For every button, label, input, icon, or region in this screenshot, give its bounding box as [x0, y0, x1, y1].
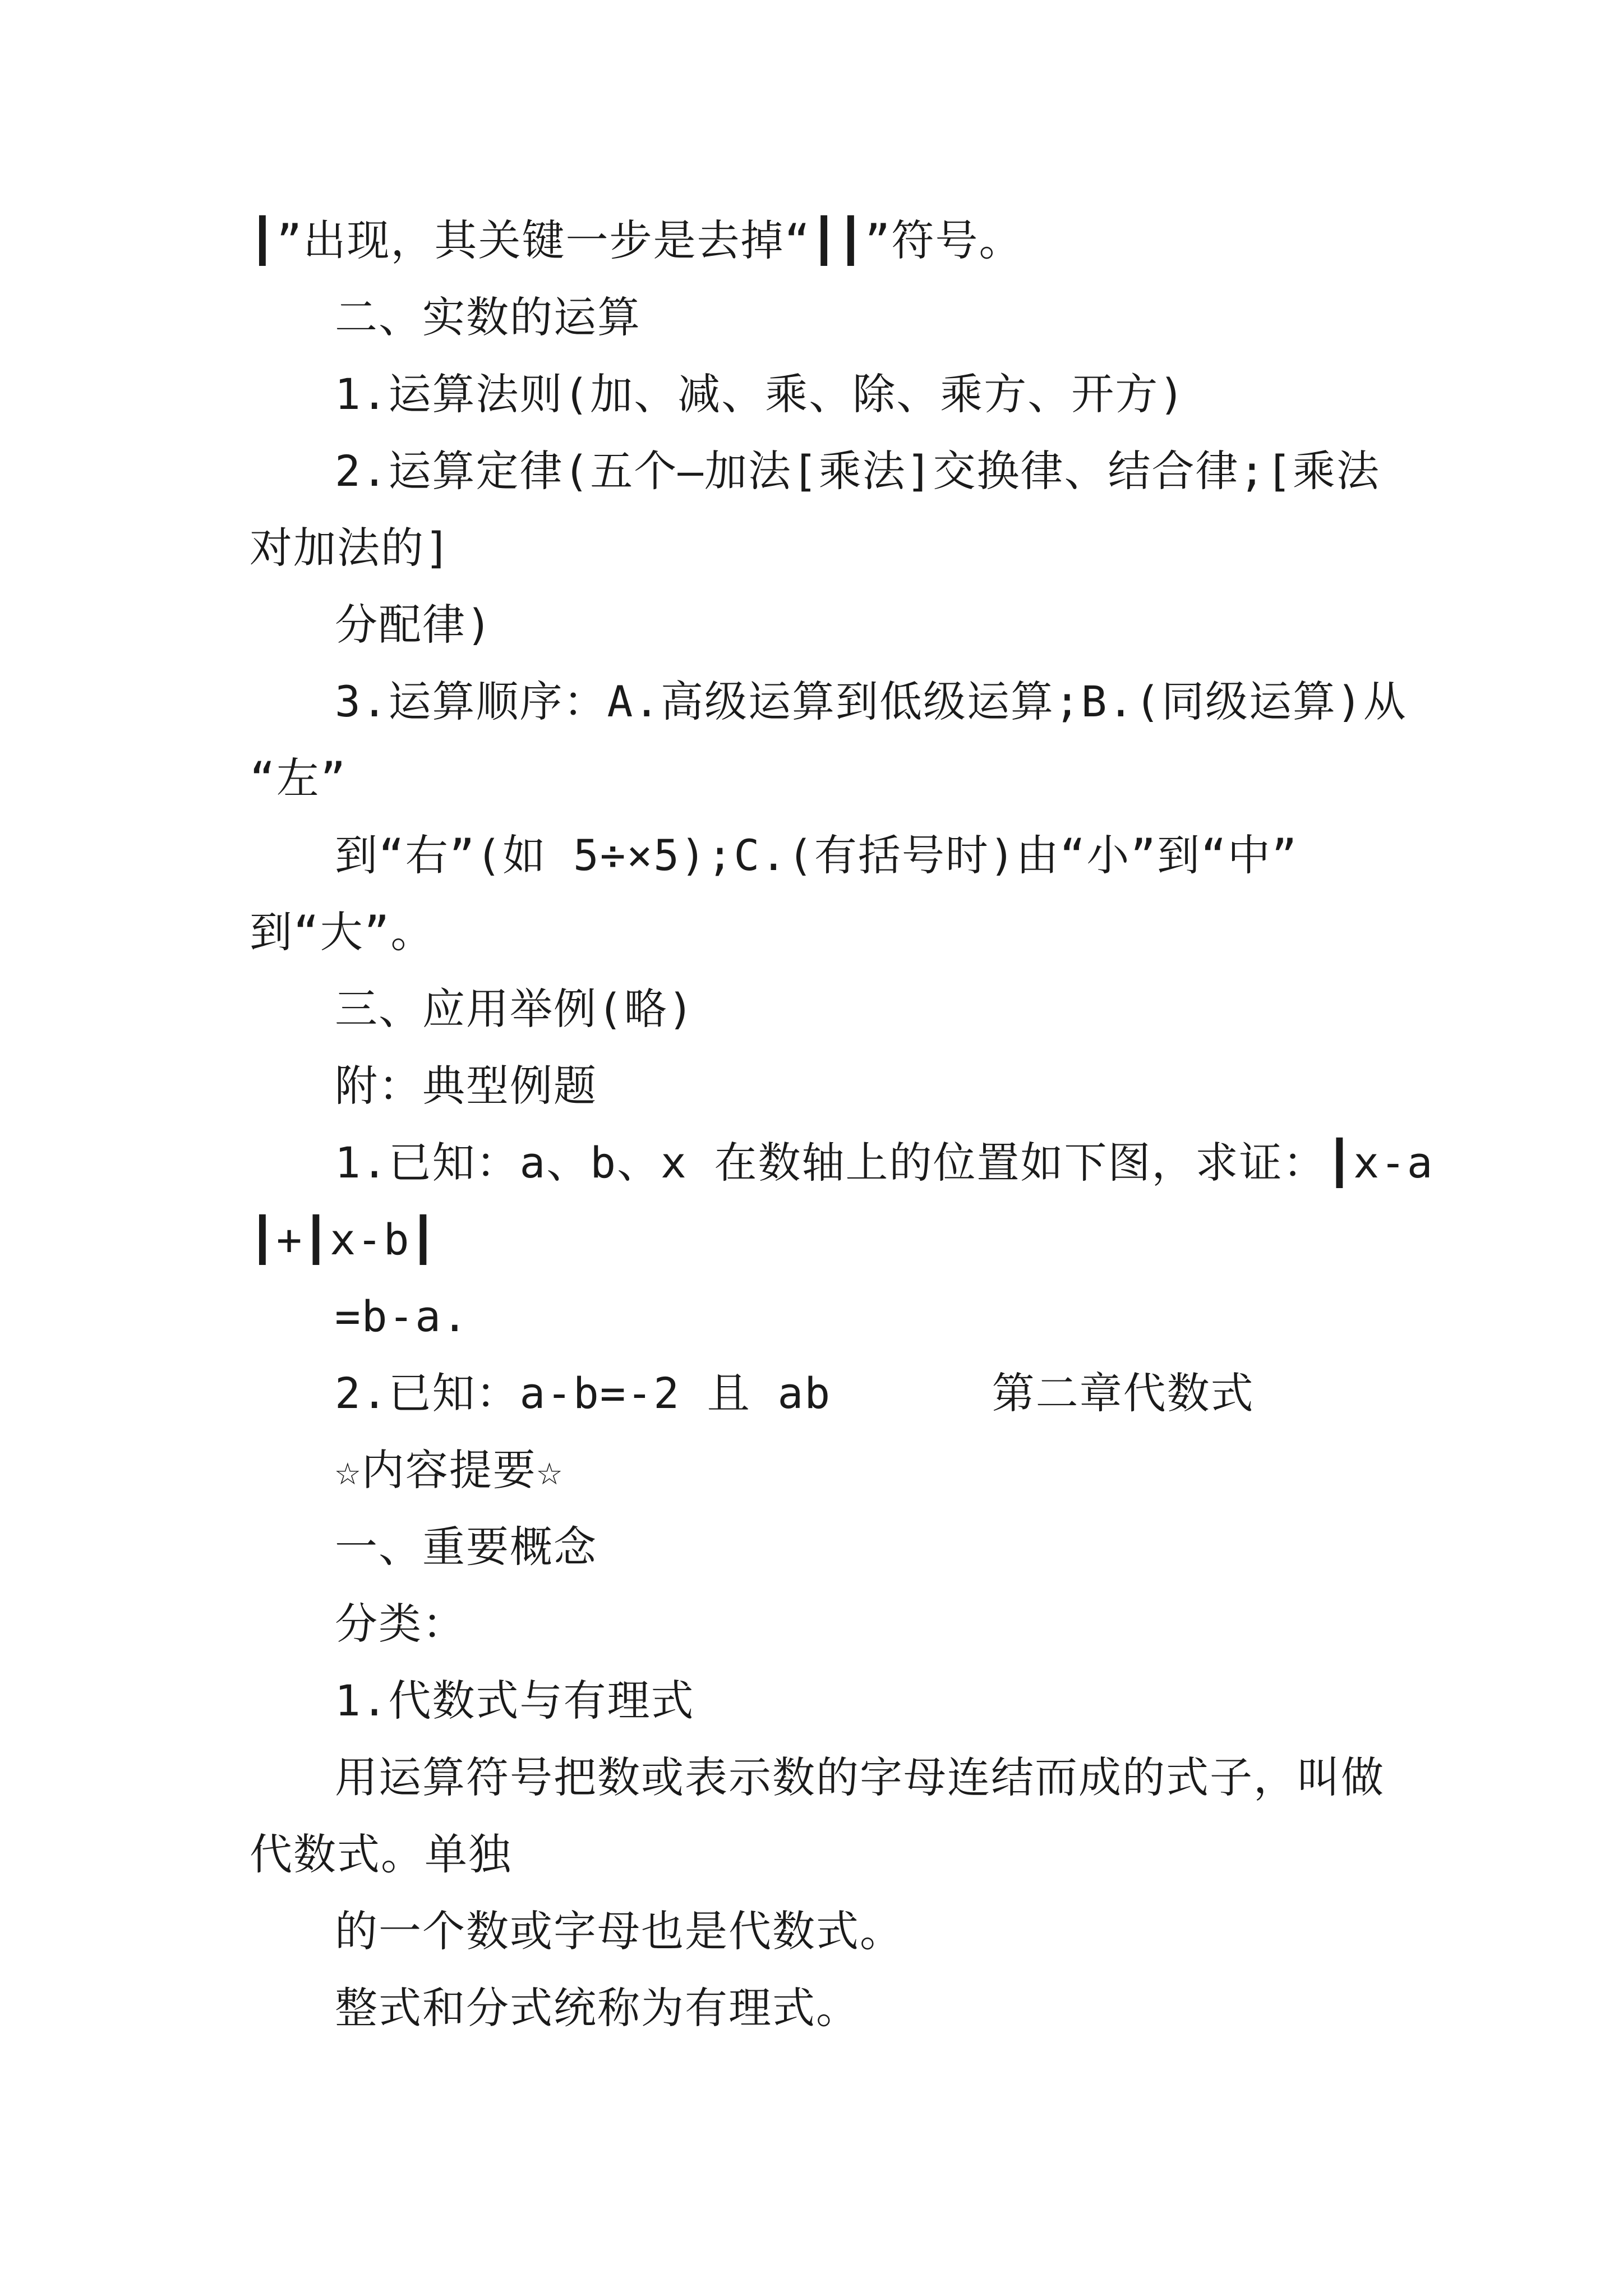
text-line: 1.已知：a、b、x 在数轴上的位置如下图，求证：┃x-a [335, 1138, 1434, 1188]
text-line: ┃+┃x-b┃ [250, 1214, 437, 1264]
text-line: ☆内容提要☆ [335, 1445, 564, 1495]
section-heading: 三、应用举例(略) [335, 984, 695, 1034]
text-line: 分配律) [335, 600, 493, 650]
text-line: 代数式。单独 [250, 1829, 512, 1879]
text-line: ┃”出现，其关键一步是去掉“┃┃”符号。 [250, 215, 1023, 265]
text-line: 分类： [335, 1599, 466, 1649]
text-line: 的一个数或字母也是代数式。 [335, 1906, 903, 1956]
text-line: 附：典型例题 [335, 1061, 597, 1111]
text-line: 2.运算定律(五个—加法[乘法]交换律、结合律;[乘法 [335, 446, 1381, 496]
text-line: 3.运算顺序：A.高级运算到低级运算;B.(同级运算)从 [335, 677, 1407, 726]
text-line: 到“右”(如 5÷×5);C.(有括号时)由“小”到“中” [335, 830, 1298, 880]
text-line: 1.运算法则(加、减、乘、除、乘方、开方) [335, 369, 1186, 419]
text-line: 整式和分式统称为有理式。 [335, 1983, 860, 2033]
text-line: 2.已知：a-b=-2 且 ab 第二章代数式 [335, 1368, 1255, 1418]
text-line: 到“大”。 [250, 907, 435, 957]
text-line: 用运算符号把数或表示数的字母连结而成的式子，叫做 [335, 1752, 1385, 1802]
text-line: “左” [250, 753, 347, 803]
section-heading: 一、重要概念 [335, 1522, 597, 1572]
text-line: =b-a. [335, 1291, 469, 1341]
document-body [250, 202, 1434, 2046]
text-line: 1.代数式与有理式 [335, 1676, 695, 1726]
section-heading: 二、实数的运算 [335, 292, 641, 342]
text-line: 对加法的] [250, 523, 451, 573]
